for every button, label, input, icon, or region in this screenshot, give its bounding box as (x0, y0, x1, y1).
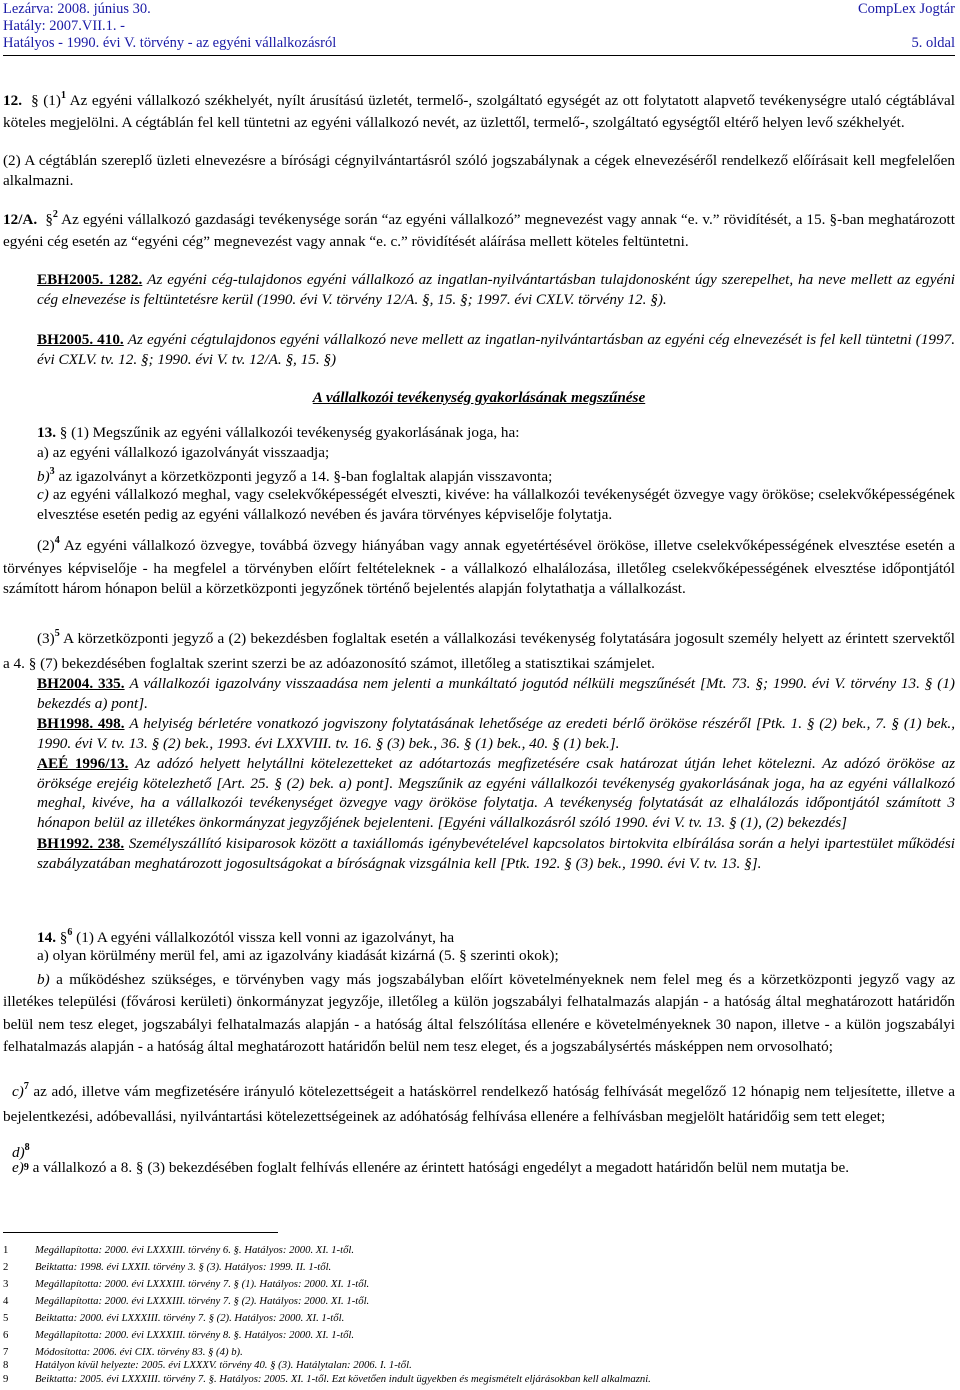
case-entry (37, 714, 955, 753)
page-number: 5. oldal (911, 35, 955, 51)
list-item-text: a) az egyéni vállalkozó igazolványát visszaadja; (37, 444, 330, 461)
footnote (3, 1358, 412, 1372)
footnote-divider (3, 1232, 278, 1233)
footnote (3, 1277, 369, 1291)
case-summary: A vállalkozói igazolvány visszaadása nem jelenti a munkáltató jogutód nélküli megszűnését [Mt. 73. §; 1990. évi V. törvény 13. § (1) bekezdés a) pont]. (37, 675, 955, 712)
list-item-label: b) (37, 971, 50, 988)
law-title: Hatályos - 1990. évi V. törvény - az egyéni vállalkozásról (3, 35, 337, 51)
case-summary: Az egyéni cégtulajdonos egyéni vállalkozó neve mellett az ingatlan-nyilvántartásban az egyéni cég elnevezését is fel kell tüntetni (1997. évi CXLV. tv. 12. §; 1990. évi V. tv. 12/A. §, 15. §) (37, 331, 955, 368)
list-item-text: az igazolványt a körzetközponti jegyző a 14. §-ban foglaltak alapján visszavonta; (58, 468, 553, 485)
section-paragraph-marker: § (59, 929, 68, 946)
list-item-label: c) (37, 486, 49, 503)
case-summary: Személyszállító kisiparosok között a taxiállomás igénybevételével kapcsolatos birtokvita elbírálása során a helyi ipartestület működési szabályzatában meghatározott jogosultságokat a bíróságnak vizsgálnia kell [Ptk. 192. § (3) bek., 1990. évi V. tv. 13. §]. (37, 835, 955, 872)
list-item-label: b) (37, 468, 50, 485)
paragraph-marker: (2) (37, 537, 55, 554)
list-item-e (3, 1156, 955, 1182)
list-item-b (3, 969, 955, 1058)
section-text: (1) A egyéni vállalkozótól vissza kell vonni az igazolványt, ha (76, 929, 455, 946)
footnote-ref[interactable]: 6 (67, 927, 73, 938)
footnote-text: Megállapította: 2000. évi LXXXIII. törvény 8. §. Hatályos: 2000. XI. 1-től. (35, 1329, 355, 1341)
section-paragraph-marker: § (45, 211, 53, 228)
section-12-paragraph-2 (3, 151, 955, 190)
footnote-ref[interactable]: 8 (24, 1142, 30, 1153)
footnote (3, 1328, 354, 1342)
footnote-number: 7 (3, 1346, 9, 1358)
footnote-text: Megállapította: 2000. évi LXXXIII. törvény 7. § (2). Hatályos: 2000. XI. 1-től. (35, 1295, 370, 1307)
list-item-text: az egyéni vállalkozó meghal, vagy cselekvőképességét elveszti, kivéve: ha vállalkozói tevékenységét özvegye vagy örököse; cselekvőképességének elvesztése esetén pedig az egyéni vállalkozó nevében és javára törvényes képviselője folytatja. (37, 486, 956, 523)
footnote-number: 9 (3, 1373, 9, 1385)
footnote (3, 1243, 354, 1257)
list-item-label: d) (12, 1144, 25, 1161)
section-paragraph-marker: § (1) (31, 92, 61, 109)
case-reference-link[interactable]: AEÉ 1996/13. (37, 755, 129, 772)
footnote (3, 1294, 369, 1308)
footnote-number: 3 (3, 1278, 9, 1290)
case-entry (37, 754, 955, 832)
effective-date: Hatály: 2007.VII.1. - (3, 18, 126, 34)
list-item-label: c) (12, 1083, 24, 1100)
footnote-number: 8 (3, 1359, 9, 1371)
footnote-ref[interactable]: 5 (54, 628, 60, 639)
section-text: (2) A cégtáblán szereplő üzleti elnevezésre a bírósági cégnyilvántartásról szóló jogszabálynak a cégek elnevezéséről rendelkező előírásait kell megfelelően alkalmazni. (3, 152, 955, 189)
section-text: Az egyéni vállalkozó özvegye, továbbá özvegy hiányában vagy annak egyetértésével örököse, illetve cselekvőképességének elvesztése esetén a törvényes képviselője - ha megfelel a törvényben előírt feltételeknek - a vállalkozó elhalálozása, illetőleg cselekvőképességének elvesztése időpontjától számított három hónapon belül a körzetközponti jegyzőnek történő bejelentés alapján folytathatja a vállalkozást. (3, 537, 955, 597)
case-reference-link[interactable]: BH2004. 335. (37, 675, 125, 692)
section-13 (37, 423, 955, 443)
case-reference-link[interactable]: EBH2005. 1282. (37, 271, 143, 288)
list-item-text: a vállalkozó a 8. § (3) bekezdésében foglalt felhívás ellenére az érintett hatósági engedélyt a megadott határidőn belül nem mutatja be. (32, 1159, 850, 1176)
section-13-paragraph-2 (3, 536, 955, 600)
paragraph-marker: (3) (37, 630, 55, 647)
case-reference-link[interactable]: BH2005. 410. (37, 331, 124, 348)
list-item-c (37, 485, 955, 524)
case-reference-link[interactable]: BH1998. 498. (37, 715, 125, 732)
list-item-text: a működéshez szükséges, e törvényben vagy más jogszabályban előírt követelményeknek nem felel meg és a körzetközponti jegyző vagy az illetékes települési (fővárosi kerületi) önkormányzat jegyzője, illetőleg a külön jogszabályi felhatalmazás alapján - a hatóság által meghatározott határidőn belül nem tesz eleget, jogszabályi felhatalmazás alapján - a hatóság által felszólítása ellenére e követelményeknek 30 napon, illetve - a külön jogszabályi felhatalmazás alapján - a hatóság által meghatározott határidőn belül nem tesz eleget, és a jogszabálysértés másképpen nem orvosolható; (3, 971, 956, 1055)
footnote-ref[interactable]: 4 (54, 535, 60, 546)
section-text: Az egyéni vállalkozó gazdasági tevékenysége során “az egyéni vállalkozó” megnevezést vagy annak “e. v.” rövidítését, a 15. §-ban meghatározott egyéni cég esetén az “egyéni cég” megnevezést vagy annak “e. c.” rövidítését aláírása mellett köteles feltüntetni. (3, 211, 955, 250)
section-text: A körzetközponti jegyző a (2) bekezdésben foglaltak esetén a vállalkozási tevékenység folytatására jogosult személy helyett az érintett szervektől a 4. § (7) bekezdésében foglaltak szerint szerzi be az adóazonosító számot, illetőleg a statisztikai számjelet. (3, 630, 955, 672)
case-summary: Az egyéni cég-tulajdonos egyéni vállalkozó az ingatlan-nyilvántartásban tulajdonosként úgy szerepelhet, ha neve mellett az egyéni cég elnevezése is feltüntetésre kerül (1990. évi V. törvény 12/A. §, 15. §; 1997. évi CXLV. törvény 12. §). (37, 271, 956, 308)
footnote (3, 1372, 651, 1386)
footnote-ref[interactable]: 1 (60, 90, 66, 101)
list-item-c (3, 1081, 955, 1128)
section-text: § (1) Megszűnik az egyéni vállalkozói tevékenység gyakorlásának joga, ha: (59, 424, 520, 441)
case-summary: A helyiség bérletére vonatkozó jogviszony folytatásának lehetősége az eredeti bérlő örököse részéről [Ptk. 1. § (2) bek., 7. § (1) bek., 1990. évi V. tv. 13. § (2) bek., 1993. évi LXXVIII. tv. 16. § (3) bek., 36. § (1) bek., 40. § (1) bek.]. (37, 715, 956, 752)
section-12 (3, 91, 955, 132)
footnote-number: 4 (3, 1295, 9, 1307)
section-number: 12/A. (3, 211, 38, 228)
list-item-text: az adó, illetve vám megfizetésére irányuló kötelezettségeit a hatáskörrel rendelkező hatóság felhívását megelőző 12 hónapig nem teljesítette, illetve a bejelentkezési, adóbevallási, nyilvántartási kötelezettségeinek az adóhatóság felhívása ellenére a felhívásban megjelölt határidőig sem tett eleget; (3, 1083, 956, 1125)
case-entry (37, 330, 955, 369)
footnote (3, 1260, 331, 1274)
footnote-text: Beiktatta: 2000. évi LXXXIII. törvény 7. § (2). Hatályos: 2000. XI. 1-től. (35, 1312, 345, 1324)
case-reference-link[interactable]: BH1992. 238. (37, 835, 125, 852)
case-entry (37, 834, 955, 873)
section-13-paragraph-3 (3, 627, 955, 675)
chapter-heading (3, 388, 955, 408)
section-number: 14. (37, 929, 56, 946)
footnote-number: 6 (3, 1329, 9, 1341)
list-item-label: e) (12, 1159, 24, 1176)
footnote-ref[interactable]: 7 (23, 1081, 29, 1092)
footnote-text: Hatályon kívül helyezte: 2005. évi LXXXV. törvény 40. § (3). Hatálytalan: 2006. I. 1-től. (35, 1359, 412, 1371)
footnote-ref[interactable]: 9 (23, 1162, 29, 1173)
list-item-a (37, 443, 955, 463)
footnote (3, 1345, 243, 1359)
footnote-text: Megállapította: 2000. évi LXXXIII. törvény 6. §. Hatályos: 2000. XI. 1-től. (35, 1244, 355, 1256)
footnote-text: Módosította: 2006. évi CIX. törvény 83. § (4) b). (35, 1346, 243, 1358)
list-item-text: a) olyan körülmény merül fel, ami az igazolvány kiadását kizárná (5. § szerinti okok); (37, 947, 559, 964)
case-summary: Az adózó helyett helytállni kötelezetteket az adótartozás megfizetésére csak határozat útján lehet kötelezni. Az adózó örököse az öröksége erejéig kötelezhető [Art. 25. § (2) bek. a) pont]. Megszűnik az egyéni vállalkozói tevékenység gyakorlásának joga, ha az egyéni vállalkozó meghal, kivéve, ha a vállalkozói tevékenységet özvegye vagy örököse folytatja. A tevékenység folytatását az elhalálozás időpontjától számított 3 hónapon belül az illetékes önkormányzat jegyzőjének bejelenteni. [Egyéni vállalkozásról szóló 1990. évi V. tv. 13. § (1), (2) bekezdés] (37, 755, 956, 831)
footnote (3, 1311, 344, 1325)
section-number: 13. (37, 424, 56, 441)
footnote-number: 1 (3, 1244, 9, 1256)
brand-name: CompLex Jogtár (857, 1, 955, 17)
footnote-text: Beiktatta: 1998. évi LXXII. törvény 3. § (3). Hatályos: 1999. II. 1-től. (35, 1261, 332, 1273)
footnote-ref[interactable]: 2 (52, 209, 58, 220)
list-item-a (37, 946, 955, 966)
chapter-heading-text: A vállalkozói tevékenység gyakorlásának megszűnése (312, 389, 646, 406)
section-12a (3, 210, 955, 251)
footnote-ref[interactable]: 3 (49, 466, 55, 477)
header-divider (3, 55, 955, 56)
closing-date: Lezárva: 2008. június 30. (3, 1, 151, 17)
section-number: 12. (3, 92, 22, 109)
case-entry (37, 674, 955, 713)
footnote-number: 2 (3, 1261, 9, 1273)
footnote-text: Megállapította: 2000. évi LXXXIII. törvény 7. § (1). Hatályos: 2000. XI. 1-től. (35, 1278, 370, 1290)
section-text: Az egyéni vállalkozó székhelyét, nyílt árusítású üzletét, termelő-, szolgáltató egységét az ott folytatott alapvető tevékenységre utaló cégtáblával köteles megjelölni. A cégtáblán fel kell tüntetni az egyéni vállalkozó nevét, az üzlettől, termelő-, szolgáltató egységtől eltérő helyen levő székhelyét. (3, 92, 956, 131)
footnote-number: 5 (3, 1312, 9, 1324)
footnote-text: Beiktatta: 2005. évi LXXXIII. törvény 7. §. Hatályos: 2005. XI. 1-től. Ezt követően indult ügyekben és megismételt eljárásokban kell alkalmazni. (35, 1373, 651, 1385)
case-entry (37, 270, 955, 309)
